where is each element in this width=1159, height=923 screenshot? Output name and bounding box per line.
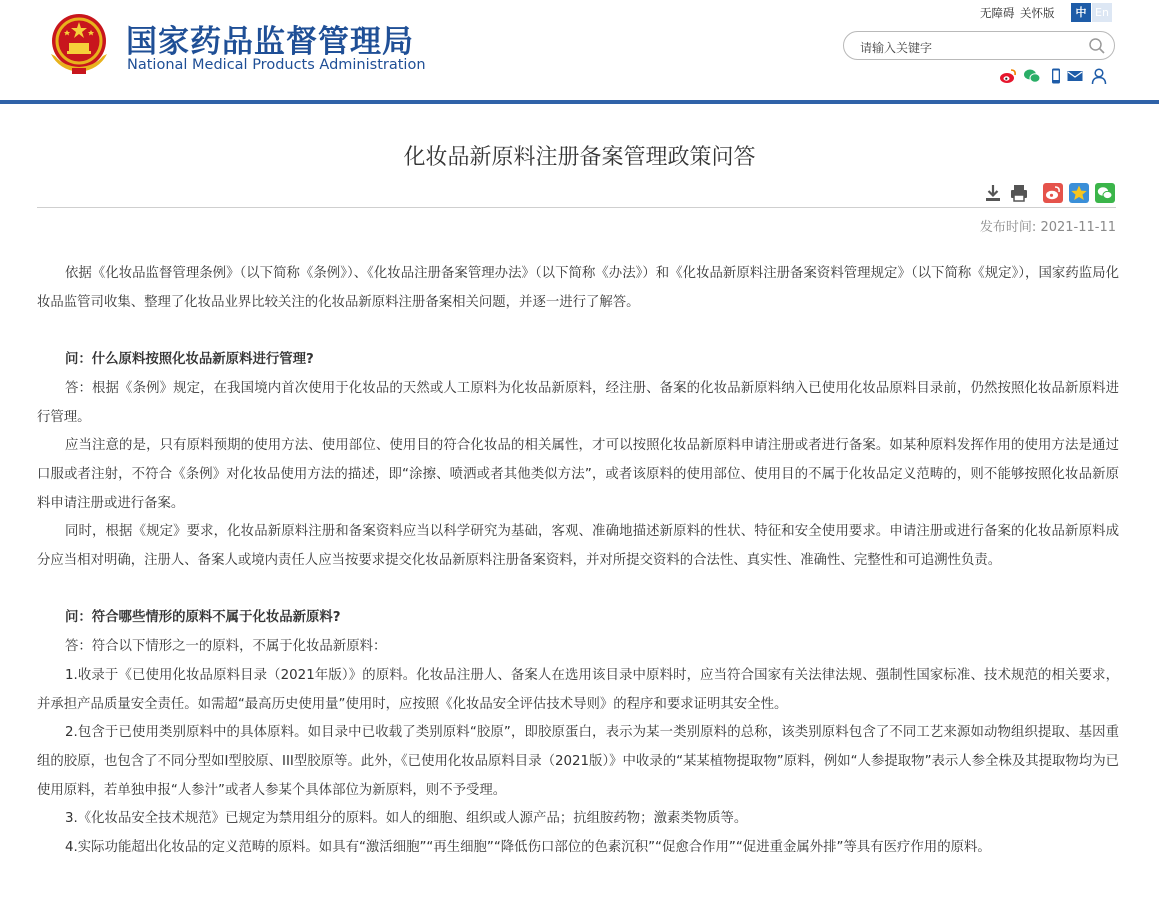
answer-2-item-2: 2.包含于已使用类别原料中的具体原料。如目录中已收载了类别原料“胶原”，即胶原蛋白，表示为某一类别原料的总称，该类别原料包含了不同工艺来源如动物组织提取、基因重组的胶原，也包含了不同分型如I型胶原、III型胶原等。此外，《已使用化妆品原料目录（2021版）》中收录的“某某植物提取物”原料，例如“人参提取物”表示人参全株及其提取物均为已使用原料，若单独申报“人参汁”或者人参某个具体部位为新原料，则不予受理。: [37, 725, 1119, 798]
wechat-share-icon[interactable]: [1095, 183, 1115, 203]
publish-date-value: 2021-11-11: [1040, 220, 1116, 235]
search-icon[interactable]: [1088, 37, 1106, 55]
title-divider: [37, 207, 1116, 208]
lang-cn-button[interactable]: 中: [1071, 3, 1091, 22]
search-input[interactable]: 请输入关键字: [860, 41, 933, 55]
wechat-icon[interactable]: [1023, 67, 1041, 85]
weibo-share-icon[interactable]: [1043, 183, 1063, 203]
download-icon[interactable]: [983, 183, 1003, 203]
article-title: 化妆品新原料注册备案管理政策问答: [403, 145, 756, 170]
publish-date-label: 发布时间:: [979, 220, 1037, 235]
site-name-en[interactable]: National Medical Products Administration: [127, 57, 426, 73]
mail-icon[interactable]: [1066, 67, 1084, 85]
site-name-cn[interactable]: 国家药品监督管理局: [126, 24, 414, 60]
answer-1-paragraph-3: 同时，根据《规定》要求，化妆品新原料注册和备案资料应当以科学研究为基础，客观、准确地描述新原料的性状、特征和安全使用要求。申请注册或进行备案的化妆品新原料成分应当相对明确，注册人、备案人或境内责任人应当按要求提交化妆品新原料注册备案资料，并对所提交资料的合法性、真实性、准确性、完整性和可追溯性负责。: [37, 524, 1119, 569]
intro-paragraph: 依据《化妆品监督管理条例》（以下简称《条例》）、《化妆品注册备案管理办法》（以下简称《办法》）和《化妆品新原料注册备案资料管理规定》（以下简称《规定》），国家药监局化妆品监管司收集、整理了化妆品业界比较关注的化妆品新原料注册备案相关问题，并逐一进行了解答。: [37, 266, 1119, 310]
article-body: [37, 260, 1119, 863]
national-emblem-icon[interactable]: [45, 10, 113, 76]
answer-2-item-3: 3.《化妆品安全技术规范》已规定为禁用组分的原料。如人的细胞、组织或人源产品；抗组胺药物；激素类物质等。: [65, 811, 748, 827]
user-icon[interactable]: [1090, 67, 1108, 85]
search-box[interactable]: [843, 31, 1115, 60]
answer-2-item-1: 1.收录于《已使用化妆品原料目录（2021年版）》的原料。化妆品注册人、备案人在选用该目录中原料时，应当符合国家有关法律法规、强制性国家标准、技术规范的相关要求，并承担产品质量安全责任。如需超“最高历史使用量”使用时，应按照《化妆品安全评估技术导则》的程序和要求证明其安全性。: [37, 667, 1119, 712]
mobile-icon[interactable]: [1047, 67, 1065, 85]
answer-1-paragraph-1: 答：根据《条例》规定，在我国境内首次使用于化妆品的天然或人工原料为化妆品新原料，经注册、备案的化妆品新原料纳入已使用化妆品原料目录前，仍然按照化妆品新原料进行管理。: [37, 380, 1119, 425]
weibo-icon[interactable]: [999, 67, 1017, 85]
print-icon[interactable]: [1009, 183, 1029, 203]
question-2: 问：符合哪些情形的原料不属于化妆品新原料?: [65, 610, 341, 626]
care-mode-link[interactable]: 关怀版: [1020, 6, 1055, 20]
site-header: [0, 0, 1159, 104]
answer-2-intro: 答：符合以下情形之一的原料，不属于化妆品新原料：: [65, 639, 387, 655]
lang-en-button[interactable]: En: [1092, 3, 1112, 22]
answer-2-item-4: 4.实际功能超出化妆品的定义范畴的原料。如具有“激活细胞”“再生细胞”“降低伤口部位的色素沉积”“促愈合作用”“促进重金属外排”等具有医疗作用的原料。: [65, 840, 991, 856]
header-divider: [0, 100, 1159, 104]
answer-1-paragraph-2: 应当注意的是，只有原料预期的使用方法、使用部位、使用目的符合化妆品的相关属性，才可以按照化妆品新原料申请注册或者进行备案。如某种原料发挥作用的使用方法是通过口服或者注射，不符合《条例》对化妆品使用方法的描述，即“涂擦、喷洒或者其他类似方法”，或者该原料的使用部位、使用目的不属于化妆品定义范畴的，则不能够按照化妆品新原料申请注册或进行备案。: [37, 438, 1119, 511]
publish-date: [980, 216, 1116, 235]
accessibility-link[interactable]: 无障碍: [980, 6, 1015, 20]
favorite-icon[interactable]: [1069, 183, 1089, 203]
question-1: 问：什么原料按照化妆品新原料进行管理?: [65, 352, 314, 368]
